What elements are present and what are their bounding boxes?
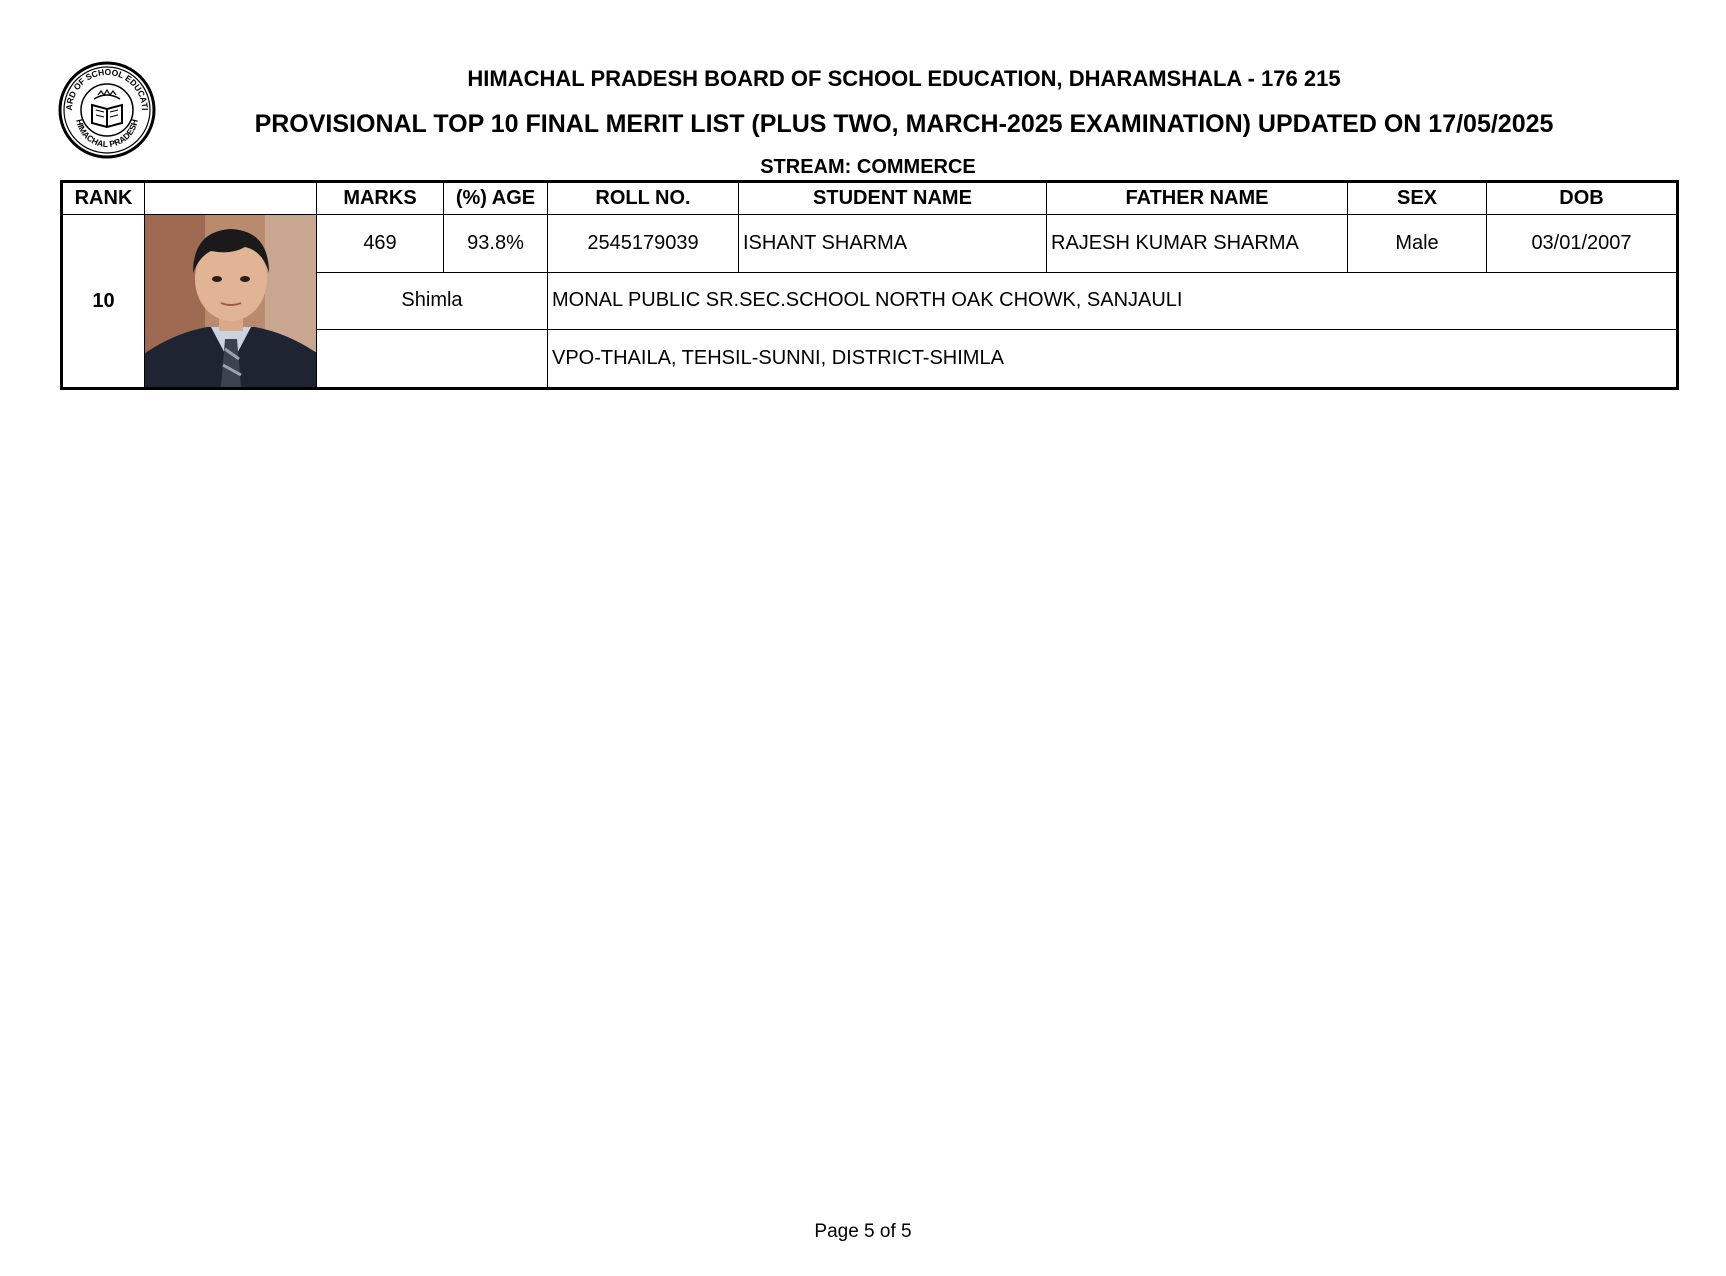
logo-text-bottom: HIMACHAL PRADESH: [74, 118, 140, 150]
col-roll-no: ROLL NO.: [548, 182, 739, 215]
header-row: [62, 182, 1678, 215]
col-rank: RANK: [62, 182, 145, 215]
marks-cell: 469: [317, 215, 444, 273]
dob-cell: 03/01/2007: [1487, 215, 1678, 273]
student-name-cell: ISHANT SHARMA: [739, 215, 1047, 273]
col-student-name: STUDENT NAME: [739, 182, 1047, 215]
page-title: PROVISIONAL TOP 10 FINAL MERIT LIST (PLUS TWO, MARCH-2025 EXAMINATION) UPDATED ON 17/05/2025: [254, 110, 1554, 138]
board-name: HIMACHAL PRADESH BOARD OF SCHOOL EDUCATION, DHARAMSHALA - 176 215: [467, 66, 1341, 91]
roll-no-cell: 2545179039: [548, 215, 739, 273]
stream-label: STREAM: COMMERCE: [760, 156, 976, 178]
district-cell: Shimla: [317, 272, 548, 330]
percent-cell: 93.8%: [444, 215, 548, 273]
address-cell: VPO-THAILA, TEHSIL-SUNNI, DISTRICT-SHIMLA: [548, 330, 1678, 389]
col-dob: DOB: [1487, 182, 1678, 215]
father-name-cell: RAJESH KUMAR SHARMA: [1047, 215, 1348, 273]
empty-cell: [317, 330, 548, 389]
student-photo-image: [145, 215, 317, 387]
logo-text-top: ARD OF SCHOOL EDUCATI: [63, 66, 151, 111]
rank-cell: 10: [62, 215, 145, 389]
col-sex: SEX: [1348, 182, 1487, 215]
col-marks: MARKS: [317, 182, 444, 215]
table-row: [62, 215, 1678, 273]
merit-table: [60, 180, 1679, 390]
col-percent: (%) AGE: [444, 182, 548, 215]
school-cell: MONAL PUBLIC SR.SEC.SCHOOL NORTH OAK CHOWK, SANJAULI: [548, 272, 1678, 330]
student-photo: [145, 215, 317, 389]
sex-cell: Male: [1348, 215, 1487, 273]
page-number: Page 5 of 5: [814, 1221, 912, 1242]
col-father-name: FATHER NAME: [1047, 182, 1348, 215]
col-photo: [145, 182, 317, 215]
